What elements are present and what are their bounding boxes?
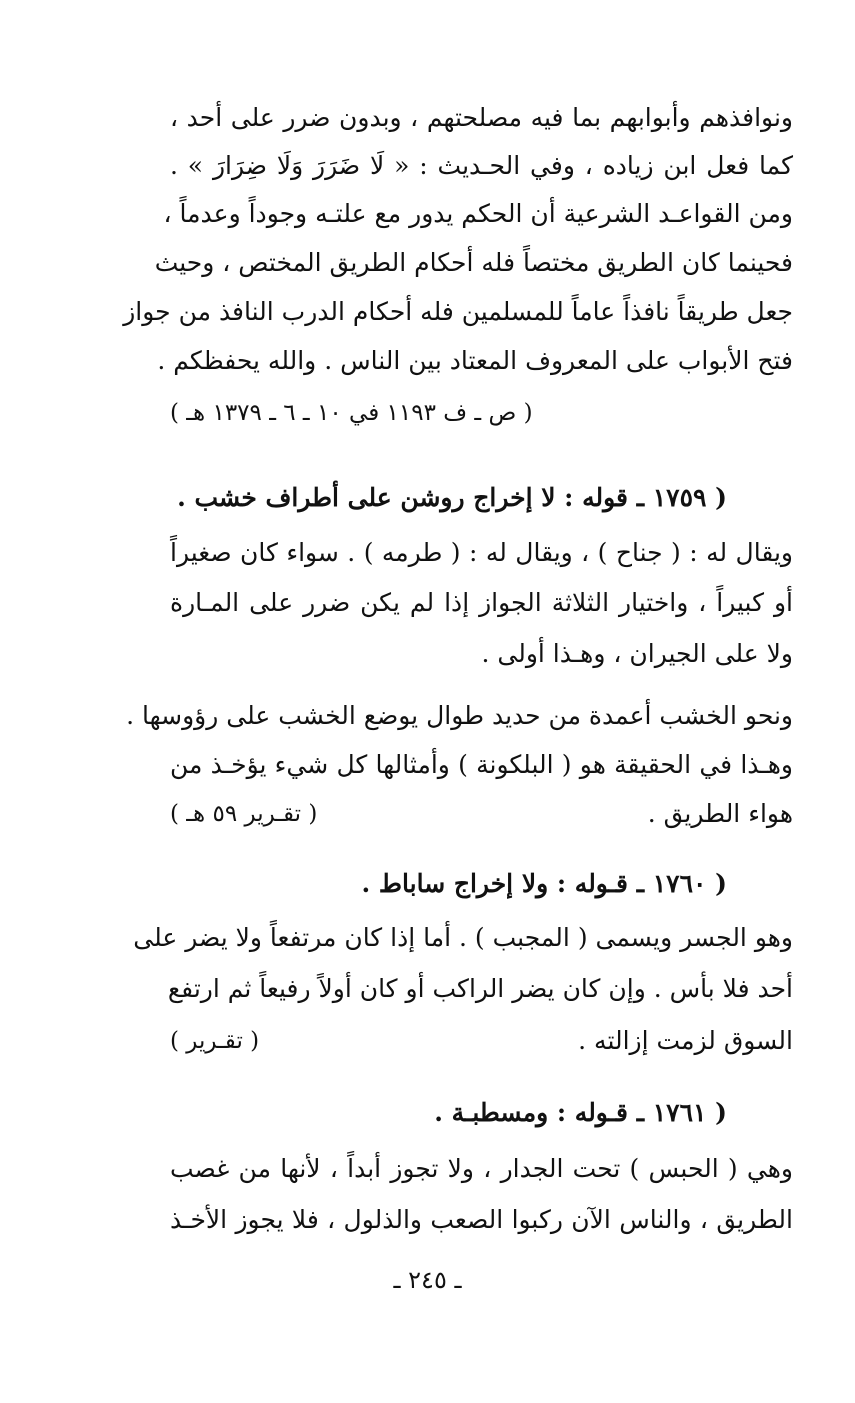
text-line: ونحو الخشب أعمدة من حديد طوال يوضع الخشب على رؤوسها .	[126, 701, 793, 730]
text-line: جعل طريقاً نافذاً عاماً للمسلمين فله أحكام الدرب النافذ من جواز	[123, 297, 793, 326]
text-line: وهو الجسر ويسمى ( المجبب ) . أما إذا كان مرتفعاً ولا يضر على	[133, 923, 793, 952]
text-line: هواء الطريق .	[647, 799, 793, 828]
text-line-with-reference	[170, 1021, 793, 1061]
text-line: وهـذا في الحقيقة هو ( البلكونة ) وأمثالها كل شيء يؤخـذ من	[170, 750, 793, 779]
section-heading-1759: ( ١٧٥٩ ـ قوله : لا إخراج روشن على أطراف خشب .	[177, 483, 727, 512]
text-line: ويقال له : ( جناح ) ، ويقال له : ( طرمه ) . سواء كان صغيراً	[170, 538, 793, 567]
text-line: ومن القواعـد الشرعية أن الحكم يدور مع علتـه وجوداً وعدماً ،	[163, 199, 793, 228]
text-line: أو كبيراً ، واختيار الثلاثة الجواز إذا لم يكن ضرر على المـارة	[170, 588, 793, 617]
text-line: أحد فلا بأس . وإن كان يضر الراكب أو كان أولاً رفيعاً ثم ارتفع	[167, 974, 793, 1003]
reference-citation: ( ص ـ ف ١١٩٣ في ١٠ ـ ٦ ـ ١٣٧٩ هـ )	[170, 400, 533, 426]
text-line: السوق لزمت إزالته .	[578, 1026, 793, 1055]
text-line-with-reference	[170, 794, 793, 834]
text-line: ولا على الجيران ، وهـذا أولى .	[481, 639, 793, 668]
text-line: فتح الأبواب على المعروف المعتاد بين الناس . والله يحفظكم .	[157, 346, 793, 375]
section-heading-1760: ( ١٧٦٠ ـ قـوله : ولا إخراج ساباط .	[361, 869, 727, 898]
text-line: فحينما كان الطريق مختصاً فله أحكام الطريق المختص ، وحيث	[154, 248, 793, 277]
text-line: كما فعل ابن زياده ، وفي الحـديث : « لَا ضَرَرَ وَلَا ضِرَارَ » .	[170, 151, 793, 180]
text-line: الطريق ، والناس الآن ركبوا الصعب والذلول ، فلا يجوز الأخـذ	[170, 1205, 793, 1234]
reference-citation: ( تقـرير )	[170, 1028, 260, 1054]
section-heading-1761: ( ١٧٦١ ـ قـوله : ومسطبـة .	[434, 1098, 727, 1127]
reference-citation: ( تقـرير ٥٩ هـ )	[170, 801, 318, 827]
text-line: وهي ( الحبس ) تحت الجدار ، ولا تجوز أبداً ، لأنها من غصب	[170, 1154, 793, 1183]
text-line: ونوافذهم وأبوابهم بما فيه مصلحتهم ، وبدون ضرر على أحد ،	[170, 103, 793, 132]
page-number: ـ ٢٤٥ ـ	[393, 1266, 462, 1294]
